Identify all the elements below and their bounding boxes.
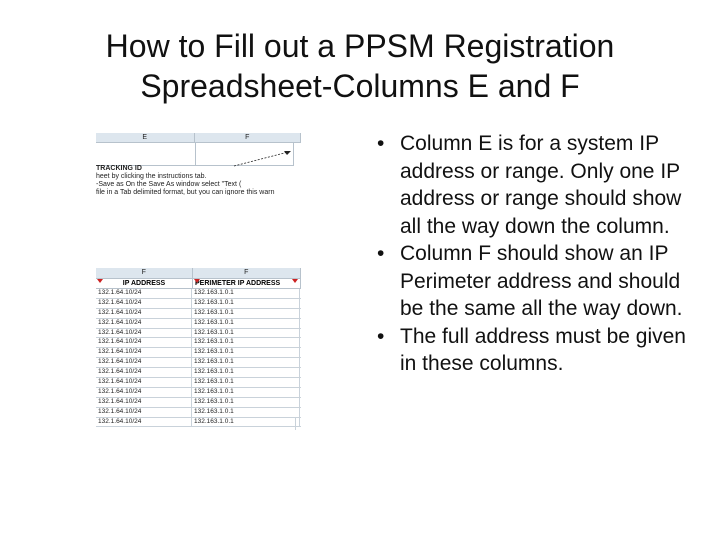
- header-row: [96, 279, 301, 289]
- bullet-text: Column F should show an IP Perimeter address and should be the same all the way down.: [400, 242, 683, 320]
- table-row: [96, 289, 301, 299]
- ip-address-cell: 132.1.64.10/24: [96, 388, 192, 397]
- ip-address-cell: 132.1.64.10/24: [96, 299, 192, 308]
- perimeter-ip-cell: 132.163.1.0.1: [192, 309, 300, 318]
- perimeter-ip-cell: 132.163.1.0.1: [192, 319, 300, 328]
- perimeter-ip-cell: 132.163.1.0.1: [192, 408, 300, 417]
- ip-address-cell: 132.1.64.10/24: [96, 338, 192, 347]
- ip-address-cell: 132.1.64.10/24: [96, 368, 192, 377]
- slide-title: [40, 26, 680, 106]
- bullet-list: [368, 130, 698, 378]
- ip-address-cell: 132.1.64.10/24: [96, 348, 192, 357]
- ip-address-cell: 132.1.64.10/24: [96, 329, 192, 338]
- comment-marker-icon: [292, 279, 298, 283]
- instruction-line: -Save as On the Save As window select "Text (: [96, 181, 242, 188]
- perimeter-ip-cell: 132.163.1.0.1: [192, 388, 300, 397]
- column-f-header: [96, 268, 193, 278]
- bullet-icon: •: [377, 132, 385, 155]
- ip-address-header: IP ADDRESS: [96, 279, 193, 288]
- column-e-header: E: [96, 133, 195, 142]
- perimeter-ip-cell: 132.163.1.0.1: [192, 329, 300, 338]
- spreadsheet-screenshot-bottom: [96, 268, 301, 428]
- table-row: [96, 368, 301, 378]
- table-row: [96, 338, 301, 348]
- perimeter-ip-cell: 132.163.1.0.1: [192, 358, 300, 367]
- slide-title-line-2: Spreadsheet-Columns E and F: [140, 68, 580, 104]
- ip-address-cell: 132.1.64.10/24: [96, 418, 192, 427]
- pointer-arrow: [234, 148, 294, 168]
- table-row: [96, 309, 301, 319]
- spreadsheet-screenshot-top: [96, 133, 301, 195]
- table-row: [96, 329, 301, 339]
- column-f-header: F: [195, 133, 301, 142]
- perimeter-ip-cell: 132.163.1.0.1: [192, 398, 300, 407]
- comment-marker-icon: [194, 279, 200, 283]
- perimeter-ip-cell: 132.163.1.0.1: [192, 378, 300, 387]
- ip-address-cell: 132.1.64.10/24: [96, 358, 192, 367]
- perimeter-ip-cell: 132.163.1.0.1: [192, 299, 300, 308]
- perimeter-ip-cell: 132.163.1.0.1: [192, 289, 300, 298]
- table-row: [96, 408, 301, 418]
- table-row: [96, 299, 301, 309]
- table-row: [96, 418, 301, 428]
- ip-address-cell: 132.1.64.10/24: [96, 408, 192, 417]
- bullet-text: The full address must be given in these columns.: [400, 324, 686, 375]
- column-letter: F: [141, 269, 146, 276]
- bullet-item: [368, 240, 698, 323]
- bullet-item: [368, 323, 698, 378]
- perimeter-ip-cell: 132.163.1.0.1: [192, 338, 300, 347]
- ip-address-cell: 132.1.64.10/24: [96, 398, 192, 407]
- perimeter-ip-cell: 132.163.1.0.1: [192, 368, 300, 377]
- data-rows: [96, 289, 301, 427]
- column-f-header: [193, 268, 301, 278]
- column-header-row: [96, 268, 301, 279]
- slide-title-line-1: How to Fill out a PPSM Registration: [105, 28, 615, 64]
- ip-address-cell: 132.1.64.10/24: [96, 309, 192, 318]
- table-row: [96, 398, 301, 408]
- ip-address-cell: 132.1.64.10/24: [96, 378, 192, 387]
- bullet-item: [368, 130, 698, 240]
- bullet-icon: •: [377, 324, 385, 348]
- bullet-icon: •: [377, 242, 385, 265]
- instruction-line: file in a Tab delimited format, but you can ignore this warn: [96, 189, 275, 195]
- bullet-text: Column E is for a system IP address or range. Only one IP address or range should show all the way down the column.: [400, 132, 682, 238]
- column-header-row: [96, 133, 301, 143]
- table-row: [96, 378, 301, 388]
- grid-divider: [195, 143, 196, 165]
- table-row: [96, 358, 301, 368]
- spreadsheet-body: [96, 143, 301, 195]
- comment-marker-icon: [97, 279, 103, 283]
- perimeter-ip-cell: 132.163.1.0.1: [192, 348, 300, 357]
- tracking-id-label: TRACKING ID: [96, 165, 142, 172]
- perimeter-ip-address-header: PERIMETER IP ADDRESS: [193, 279, 301, 288]
- column-letter: F: [244, 269, 249, 276]
- ip-address-cell: 132.1.64.10/24: [96, 289, 192, 298]
- grid-divider: [295, 418, 296, 430]
- instruction-line: heet by clicking the instructions tab.: [96, 173, 207, 180]
- table-row: [96, 348, 301, 358]
- table-row: [96, 319, 301, 329]
- table-row: [96, 388, 301, 398]
- perimeter-ip-cell: 132.163.1.0.1: [192, 418, 300, 427]
- ip-address-cell: 132.1.64.10/24: [96, 319, 192, 328]
